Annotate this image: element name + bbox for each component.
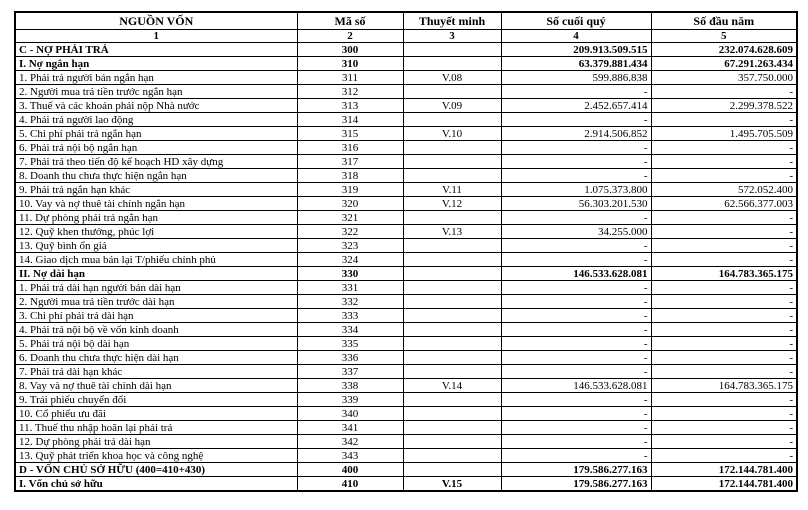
row-note-cell <box>403 295 501 309</box>
row-start-year-cell: 1.495.705.509 <box>651 127 797 141</box>
row-label-cell: I. Nợ ngắn hạn <box>15 57 297 71</box>
row-note-cell <box>403 323 501 337</box>
row-start-year-cell: - <box>651 211 797 225</box>
row-end-quarter-cell: - <box>501 435 651 449</box>
row-note-cell <box>403 155 501 169</box>
row-code-cell: 320 <box>297 197 403 211</box>
row-note-cell <box>403 309 501 323</box>
row-start-year-cell: - <box>651 225 797 239</box>
row-label-cell: I. Vốn chủ sở hữu <box>15 477 297 492</box>
row-label-cell: 13. Quỹ bình ổn giá <box>15 239 297 253</box>
row-end-quarter-cell: - <box>501 253 651 267</box>
row-end-quarter-cell: 179.586.277.163 <box>501 477 651 492</box>
row-note-cell <box>403 393 501 407</box>
balance-sheet-table <box>14 11 798 492</box>
row-label-cell: 10. Vay và nợ thuê tài chính ngắn hạn <box>15 197 297 211</box>
row-code-cell: 310 <box>297 57 403 71</box>
row-code-cell: 324 <box>297 253 403 267</box>
row-code-cell: 318 <box>297 169 403 183</box>
row-note-cell <box>403 463 501 477</box>
row-start-year-cell: - <box>651 141 797 155</box>
row-code-cell: 335 <box>297 337 403 351</box>
row-start-year-cell: - <box>651 393 797 407</box>
row-start-year-cell: - <box>651 309 797 323</box>
row-code-cell: 338 <box>297 379 403 393</box>
row-start-year-cell: 164.783.365.175 <box>651 267 797 281</box>
row-label-cell: D - VỐN CHỦ SỞ HỮU (400=410+430) <box>15 463 297 477</box>
row-end-quarter-cell: - <box>501 421 651 435</box>
row-end-quarter-cell: - <box>501 295 651 309</box>
row-code-cell: 321 <box>297 211 403 225</box>
row-code-cell: 313 <box>297 99 403 113</box>
row-note-cell <box>403 449 501 463</box>
row-code-cell: 312 <box>297 85 403 99</box>
row-note-cell: V.13 <box>403 225 501 239</box>
row-label-cell: 8. Doanh thu chưa thực hiện ngắn hạn <box>15 169 297 183</box>
row-start-year-cell: - <box>651 155 797 169</box>
table-row <box>15 267 797 281</box>
row-end-quarter-cell: - <box>501 449 651 463</box>
table-row <box>15 407 797 421</box>
row-start-year-cell: - <box>651 407 797 421</box>
row-code-cell: 300 <box>297 43 403 57</box>
row-note-cell <box>403 421 501 435</box>
table-row <box>15 225 797 239</box>
row-label-cell: 2. Người mua trả tiền trước ngắn hạn <box>15 85 297 99</box>
row-code-cell: 339 <box>297 393 403 407</box>
table-row <box>15 183 797 197</box>
row-note-cell <box>403 239 501 253</box>
row-label-cell: 14. Giao dịch mua bán lại T/phiếu chính phủ <box>15 253 297 267</box>
row-end-quarter-cell: 2.452.657.414 <box>501 99 651 113</box>
row-note-cell <box>403 113 501 127</box>
row-end-quarter-cell: - <box>501 141 651 155</box>
row-note-cell <box>403 267 501 281</box>
column-number: 4 <box>501 30 651 43</box>
row-label-cell: 1. Phải trả người bán ngắn hạn <box>15 71 297 85</box>
row-label-cell: 9. Phải trả ngắn hạn khác <box>15 183 297 197</box>
row-label-cell: 7. Phải trả theo tiến độ kế hoạch HD xây dựng <box>15 155 297 169</box>
row-code-cell: 333 <box>297 309 403 323</box>
row-start-year-cell: 164.783.365.175 <box>651 379 797 393</box>
row-end-quarter-cell: 34.255.000 <box>501 225 651 239</box>
row-note-cell: V.08 <box>403 71 501 85</box>
row-note-cell <box>403 351 501 365</box>
column-number: 2 <box>297 30 403 43</box>
row-note-cell: V.15 <box>403 477 501 492</box>
column-header-thuyet-minh: Thuyết minh <box>403 12 501 30</box>
row-start-year-cell: 67.291.263.434 <box>651 57 797 71</box>
row-start-year-cell: - <box>651 435 797 449</box>
row-code-cell: 341 <box>297 421 403 435</box>
row-note-cell: V.10 <box>403 127 501 141</box>
row-code-cell: 337 <box>297 365 403 379</box>
row-start-year-cell: - <box>651 239 797 253</box>
table-row <box>15 127 797 141</box>
row-label-cell: II. Nợ dài hạn <box>15 267 297 281</box>
table-row <box>15 71 797 85</box>
row-label-cell: 3. Chi phí phải trả dài hạn <box>15 309 297 323</box>
column-header-ma-so: Mã số <box>297 12 403 30</box>
row-label-cell: 11. Dự phòng phải trả ngắn hạn <box>15 211 297 225</box>
row-code-cell: 336 <box>297 351 403 365</box>
row-end-quarter-cell: - <box>501 281 651 295</box>
row-code-cell: 342 <box>297 435 403 449</box>
row-code-cell: 314 <box>297 113 403 127</box>
row-code-cell: 340 <box>297 407 403 421</box>
table-row <box>15 43 797 57</box>
row-end-quarter-cell: 1.075.373.800 <box>501 183 651 197</box>
row-code-cell: 317 <box>297 155 403 169</box>
row-start-year-cell: - <box>651 295 797 309</box>
row-label-cell: 7. Phải trả dài hạn khác <box>15 365 297 379</box>
row-label-cell: 9. Trái phiếu chuyển đổi <box>15 393 297 407</box>
table-row <box>15 57 797 71</box>
row-code-cell: 330 <box>297 267 403 281</box>
row-label-cell: 10. Cổ phiếu ưu đãi <box>15 407 297 421</box>
row-code-cell: 410 <box>297 477 403 492</box>
row-end-quarter-cell: 2.914.506.852 <box>501 127 651 141</box>
table-row <box>15 463 797 477</box>
row-label-cell: 6. Phải trả nội bộ ngắn hạn <box>15 141 297 155</box>
row-label-cell: 4. Phải trả người lao động <box>15 113 297 127</box>
header-row <box>15 12 797 30</box>
table-row <box>15 323 797 337</box>
table-row <box>15 435 797 449</box>
table-row <box>15 197 797 211</box>
row-note-cell <box>403 43 501 57</box>
column-number-row <box>15 30 797 43</box>
row-code-cell: 323 <box>297 239 403 253</box>
row-start-year-cell: - <box>651 85 797 99</box>
row-note-cell <box>403 407 501 421</box>
row-start-year-cell: 62.566.377.003 <box>651 197 797 211</box>
row-end-quarter-cell: - <box>501 155 651 169</box>
row-code-cell: 311 <box>297 71 403 85</box>
row-start-year-cell: - <box>651 169 797 183</box>
row-code-cell: 334 <box>297 323 403 337</box>
row-label-cell: 3. Thuế và các khoản phải nộp Nhà nước <box>15 99 297 113</box>
row-end-quarter-cell: - <box>501 323 651 337</box>
table-row <box>15 169 797 183</box>
row-start-year-cell: 172.144.781.400 <box>651 477 797 492</box>
row-start-year-cell: 357.750.000 <box>651 71 797 85</box>
row-code-cell: 322 <box>297 225 403 239</box>
column-header-so-cuoi-quy: Số cuối quý <box>501 12 651 30</box>
row-start-year-cell: 572.052.400 <box>651 183 797 197</box>
row-start-year-cell: - <box>651 449 797 463</box>
row-note-cell: V.09 <box>403 99 501 113</box>
row-end-quarter-cell: - <box>501 309 651 323</box>
row-label-cell: C - NỢ PHẢI TRẢ <box>15 43 297 57</box>
column-header-nguon-von: NGUỒN VỐN <box>15 12 297 30</box>
row-code-cell: 331 <box>297 281 403 295</box>
row-label-cell: 6. Doanh thu chưa thực hiện dài hạn <box>15 351 297 365</box>
row-end-quarter-cell: 209.913.509.515 <box>501 43 651 57</box>
row-code-cell: 343 <box>297 449 403 463</box>
row-note-cell <box>403 211 501 225</box>
row-note-cell <box>403 365 501 379</box>
table-row <box>15 85 797 99</box>
row-label-cell: 8. Vay và nợ thuê tài chính dài hạn <box>15 379 297 393</box>
row-end-quarter-cell: - <box>501 239 651 253</box>
column-number: 5 <box>651 30 797 43</box>
table-row <box>15 393 797 407</box>
table-row <box>15 113 797 127</box>
row-note-cell <box>403 57 501 71</box>
row-end-quarter-cell: - <box>501 407 651 421</box>
row-start-year-cell: - <box>651 365 797 379</box>
row-label-cell: 13. Quỹ phát triển khoa học và công nghệ <box>15 449 297 463</box>
row-note-cell <box>403 141 501 155</box>
row-start-year-cell: 232.074.628.609 <box>651 43 797 57</box>
row-note-cell <box>403 169 501 183</box>
row-code-cell: 332 <box>297 295 403 309</box>
table-row <box>15 281 797 295</box>
row-end-quarter-cell: - <box>501 85 651 99</box>
row-note-cell: V.14 <box>403 379 501 393</box>
table-row <box>15 253 797 267</box>
table-row <box>15 351 797 365</box>
row-note-cell: V.12 <box>403 197 501 211</box>
row-start-year-cell: - <box>651 113 797 127</box>
table-row <box>15 239 797 253</box>
row-end-quarter-cell: 63.379.881.434 <box>501 57 651 71</box>
row-label-cell: 12. Quỹ khen thưởng, phúc lợi <box>15 225 297 239</box>
table-row <box>15 421 797 435</box>
table-row <box>15 155 797 169</box>
table-row <box>15 141 797 155</box>
row-end-quarter-cell: - <box>501 113 651 127</box>
column-number: 3 <box>403 30 501 43</box>
table-row <box>15 337 797 351</box>
table-row <box>15 211 797 225</box>
table-row <box>15 365 797 379</box>
table-row <box>15 309 797 323</box>
row-label-cell: 5. Phải trả nội bộ dài hạn <box>15 337 297 351</box>
row-start-year-cell: - <box>651 421 797 435</box>
row-label-cell: 4. Phải trả nội bộ về vốn kinh doanh <box>15 323 297 337</box>
row-end-quarter-cell: - <box>501 393 651 407</box>
row-end-quarter-cell: - <box>501 211 651 225</box>
row-label-cell: 1. Phải trả dài hạn người bán dài hạn <box>15 281 297 295</box>
row-end-quarter-cell: - <box>501 365 651 379</box>
row-end-quarter-cell: 146.533.628.081 <box>501 379 651 393</box>
row-end-quarter-cell: 56.303.201.530 <box>501 197 651 211</box>
column-header-so-dau-nam: Số đầu năm <box>651 12 797 30</box>
row-start-year-cell: - <box>651 281 797 295</box>
row-label-cell: 2. Người mua trả tiền trước dài hạn <box>15 295 297 309</box>
row-end-quarter-cell: - <box>501 169 651 183</box>
row-label-cell: 11. Thuế thu nhập hoãn lại phải trả <box>15 421 297 435</box>
row-end-quarter-cell: - <box>501 337 651 351</box>
row-note-cell <box>403 85 501 99</box>
table-row <box>15 477 797 492</box>
table-row <box>15 295 797 309</box>
row-start-year-cell: - <box>651 323 797 337</box>
row-start-year-cell: 2.299.378.522 <box>651 99 797 113</box>
row-end-quarter-cell: 179.586.277.163 <box>501 463 651 477</box>
row-code-cell: 316 <box>297 141 403 155</box>
row-start-year-cell: - <box>651 351 797 365</box>
row-label-cell: 5. Chi phí phải trả ngắn hạn <box>15 127 297 141</box>
row-note-cell <box>403 281 501 295</box>
table-body <box>15 43 797 492</box>
column-number: 1 <box>15 30 297 43</box>
row-start-year-cell: - <box>651 337 797 351</box>
table-row <box>15 99 797 113</box>
row-label-cell: 12. Dự phòng phải trả dài hạn <box>15 435 297 449</box>
row-code-cell: 319 <box>297 183 403 197</box>
row-end-quarter-cell: 146.533.628.081 <box>501 267 651 281</box>
row-start-year-cell: - <box>651 253 797 267</box>
table-row <box>15 379 797 393</box>
row-end-quarter-cell: 599.886.838 <box>501 71 651 85</box>
row-note-cell <box>403 253 501 267</box>
table-row <box>15 449 797 463</box>
row-note-cell <box>403 435 501 449</box>
row-note-cell: V.11 <box>403 183 501 197</box>
row-note-cell <box>403 337 501 351</box>
row-end-quarter-cell: - <box>501 351 651 365</box>
row-start-year-cell: 172.144.781.400 <box>651 463 797 477</box>
row-code-cell: 400 <box>297 463 403 477</box>
row-code-cell: 315 <box>297 127 403 141</box>
